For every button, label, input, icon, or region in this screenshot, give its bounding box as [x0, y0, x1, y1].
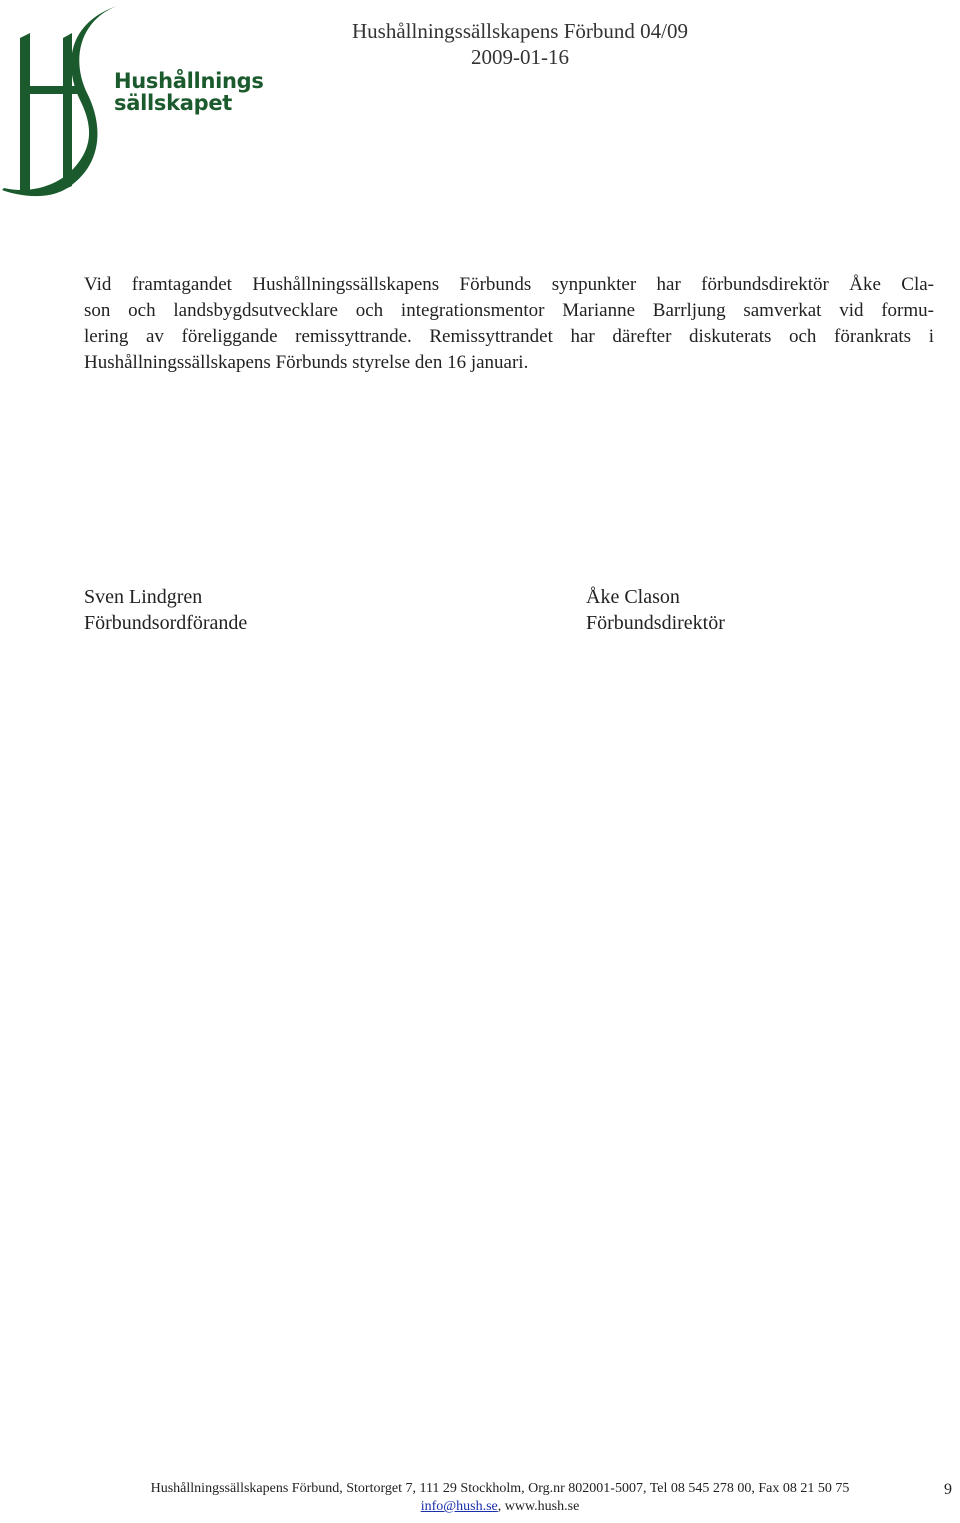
signature-left-name: Sven Lindgren: [84, 586, 203, 608]
body-line: Vid framtagandet Hushållningssällskapens Förbunds synpunkter har förbundsdirektör Åke Cla-: [84, 274, 934, 295]
footer-address: Hushållningssällskapens Förbund, Stortorget 7, 111 29 Stockholm, Org.nr 802001-5007, Tel 08 545 278 00, Fax 08 21 50 75: [150, 1481, 850, 1496]
footer-email-link[interactable]: info@hush.se: [420, 1499, 498, 1514]
header-title: Hushållningssällskapens Förbund 04/09: [352, 19, 688, 43]
footer-contact: [100, 1498, 900, 1516]
body-paragraph: [84, 272, 934, 376]
page-number: 9: [944, 1481, 952, 1498]
body-line: son och landsbygdsutvecklare och integrationsmentor Marianne Barrljung samverkat vid formu-: [84, 300, 934, 321]
page-footer: [100, 1480, 900, 1516]
signature-right: [586, 584, 725, 636]
logo-text-line2: sällskapet: [114, 91, 233, 115]
signature-right-name: Åke Clason: [586, 586, 680, 608]
logo-text-line1: Hushållnings: [114, 69, 264, 93]
header-date: 2009-01-16: [471, 45, 569, 69]
body-line: Hushållningssällskapens Förbunds styrelse den 16 januari.: [84, 352, 529, 373]
signature-right-title: Förbundsdirektör: [586, 612, 725, 634]
footer-web: , www.hush.se: [497, 1499, 580, 1514]
document-header: [300, 18, 740, 70]
signature-left-title: Förbundsordförande: [84, 612, 248, 634]
body-line: lering av föreliggande remissyttrande. Remissyttrandet har därefter diskuterats och förankrats i: [84, 326, 934, 347]
logo: [0, 0, 264, 200]
signature-left: [84, 584, 247, 636]
